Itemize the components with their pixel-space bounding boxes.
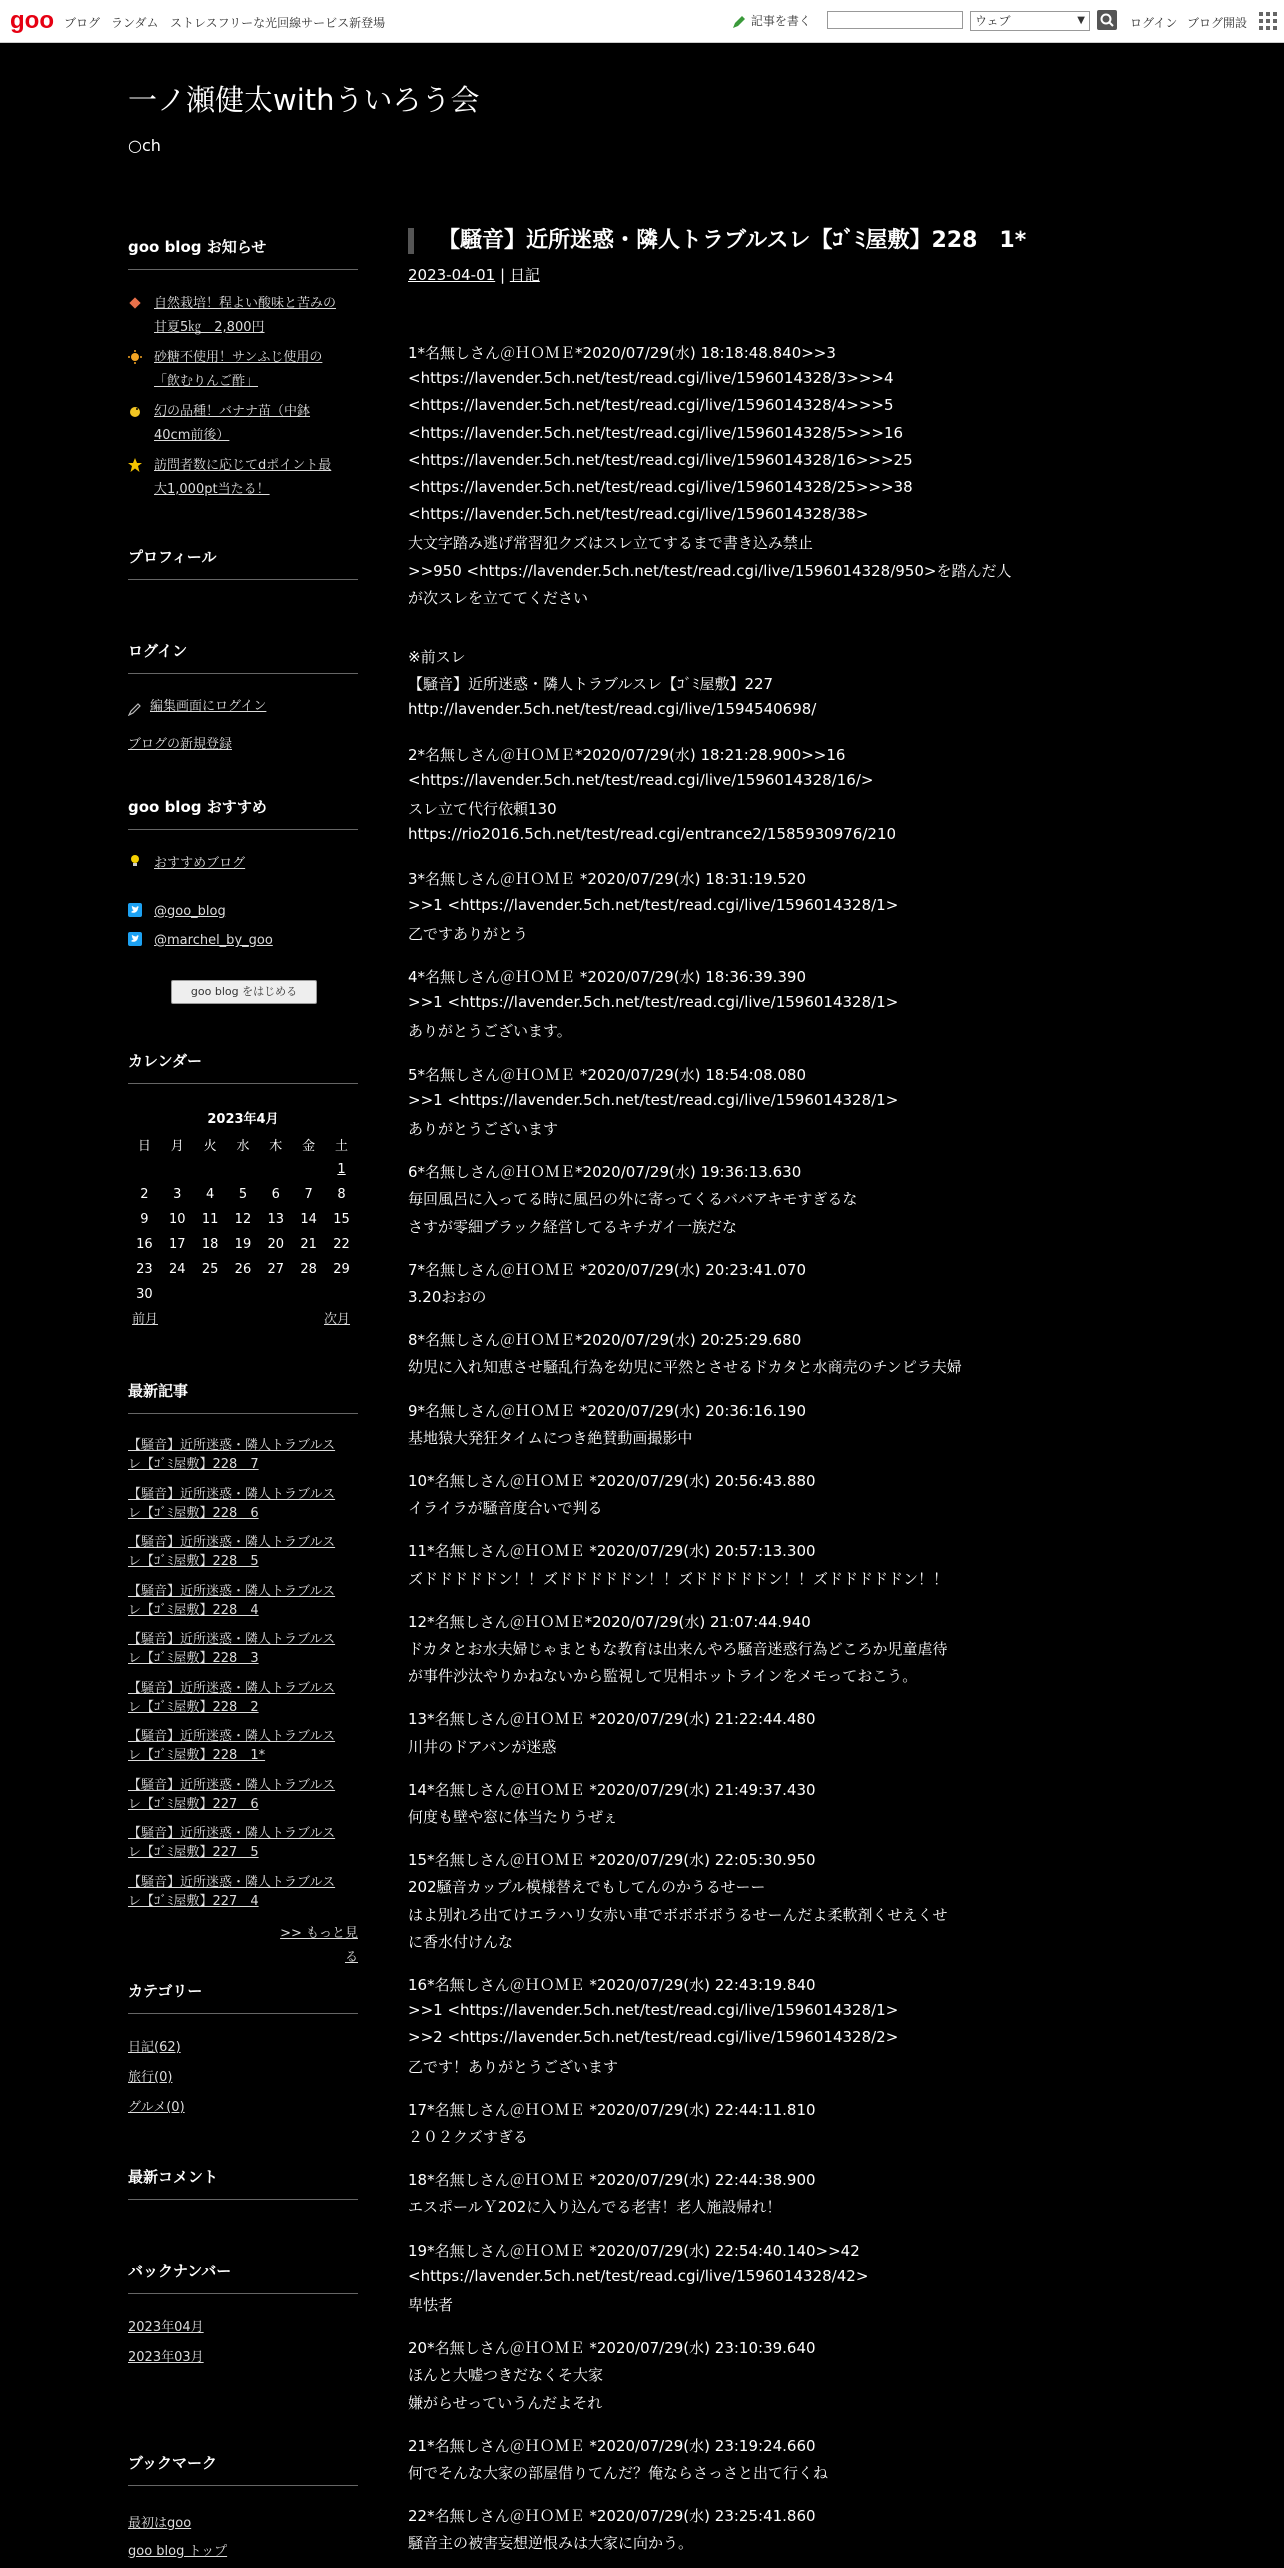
latest-posts-heading: 最新記事: [128, 1380, 358, 1414]
post-line: 騒音主の被害妄想逆恨みは大家に向かう。: [408, 2534, 694, 2553]
post-line: ※前スレ: [408, 648, 466, 666]
post-line: 202騒音カップル模様替えでもしてんのかうるせーー: [408, 1878, 766, 1897]
calendar-day: 6: [271, 1187, 280, 1202]
calendar-week-row: [128, 1207, 358, 1232]
news-item[interactable]: [154, 400, 358, 448]
weekday: 木: [269, 1139, 283, 1154]
calendar-empty-cell: [325, 1282, 358, 1307]
top-bar: [0, 0, 1284, 43]
news-item[interactable]: [154, 346, 358, 394]
latest-post-link[interactable]: レ【ｺﾞﾐ屋敷】227 6: [128, 1796, 259, 1812]
backnumber-link[interactable]: 2023年04月: [128, 2320, 204, 2335]
calendar-empty-cell: [194, 1157, 227, 1182]
post-line: <https://lavender.5ch.net/test/read.cgi/live/1596014328/5>>>16: [408, 423, 904, 442]
post-line: https://rio2016.5ch.net/test/read.cgi/entrance2/1585930976/210: [408, 825, 897, 844]
post-line: 9*名無しさん＠ＨＯＭＥ *2020/07/29(水) 20:36:16.190: [408, 1401, 807, 1420]
login-heading: ログイン: [128, 640, 358, 674]
news-item[interactable]: [154, 292, 358, 340]
post-line: ありがとうございます。: [408, 1022, 572, 1041]
calendar-day: 25: [201, 1262, 219, 1277]
post-line: 何度も壁や窓に体当たりうぜぇ: [408, 1808, 618, 1826]
calendar-day: 8: [337, 1187, 346, 1202]
weekday: 日: [137, 1139, 151, 1154]
post-line: さすが零細ブラック経営してるキチガイ一族だな: [408, 1217, 737, 1236]
nav-blog[interactable]: ブログ: [64, 16, 101, 30]
more-posts-link[interactable]: >> もっと見る: [280, 1926, 358, 1965]
star-icon: [128, 458, 142, 472]
category-link[interactable]: 旅行(0): [128, 2070, 173, 2085]
calendar-day: 26: [234, 1262, 252, 1277]
calendar-day: 4: [205, 1187, 215, 1202]
latest-post-link[interactable]: 【騒音】近所迷惑・隣人トラブルス: [128, 1438, 336, 1453]
news-item-line[interactable]: 「飲むりんご酢」: [154, 374, 259, 389]
calendar-week-row: [128, 1257, 358, 1282]
post-line: 何でそんな大家の部屋借りてんだ？俺ならさっさと出て行くね: [408, 2464, 829, 2482]
latest-post-item[interactable]: [128, 1630, 358, 1668]
latest-post-item[interactable]: [128, 1485, 358, 1523]
post-line: >>1 <https://lavender.5ch.net/test/read.cgi/live/1596014328/1>: [408, 1090, 899, 1109]
post-line: 22*名無しさん＠ＨＯＭＥ *2020/07/29(水) 23:25:41.860: [408, 2507, 816, 2526]
post-line: 6*名無しさん＠ＨＯＭＥ*2020/07/29(水) 19:36:13.630: [408, 1163, 802, 1182]
blog-subtitle: ○ch: [128, 136, 161, 155]
calendar-week-row: [128, 1282, 358, 1307]
calendar-empty-cell: [259, 1157, 292, 1182]
post-category-link[interactable]: 日記: [509, 266, 540, 284]
apps-grid-icon[interactable]: [1259, 12, 1277, 30]
goo-logo[interactable]: [10, 6, 56, 36]
post-line: 4*名無しさん＠ＨＯＭＥ *2020/07/29(水) 18:36:39.390: [408, 968, 807, 986]
next-month-link[interactable]: 次月: [324, 1312, 351, 1327]
weekday: 水: [236, 1139, 250, 1154]
bookmark-heading: ブックマーク: [128, 2452, 358, 2486]
latest-post-link[interactable]: 【騒音】近所迷惑・隣人トラブルス: [128, 1535, 336, 1550]
post-line: 19*名無しさん＠ＨＯＭＥ *2020/07/29(水) 22:54:40.140>>42: [408, 2241, 860, 2260]
calendar-day: 3: [173, 1187, 182, 1202]
post-line: <https://lavender.5ch.net/test/read.cgi/live/1596014328/4>>>5: [408, 396, 894, 415]
chick-icon: [128, 404, 142, 418]
post-line: <https://lavender.5ch.net/test/read.cgi/live/1596014328/3>>>4: [408, 369, 894, 388]
post-line: ズドドドドドン！！ズドドドドドン！！ズドドドドドン！！ズドドドドドン！！: [408, 1569, 949, 1588]
news-item-line[interactable]: 甘夏5㎏ 2,800円: [154, 320, 265, 335]
twitter-icon: [128, 932, 142, 946]
calendar-day: 23: [136, 1262, 153, 1277]
latest-post-link[interactable]: 【騒音】近所迷惑・隣人トラブルス: [128, 1632, 336, 1647]
calendar-day: 7: [304, 1187, 313, 1202]
post-line: イライラが騒音度合いで判る: [408, 1499, 603, 1518]
post-meta: [408, 264, 540, 285]
diamond-icon: [128, 296, 142, 310]
blog-title[interactable]: 一ノ瀬健太withういろう会: [128, 83, 480, 117]
post-line: 卑怯者: [408, 2296, 454, 2314]
latest-post-item[interactable]: [128, 1776, 358, 1814]
post-line: >>1 <https://lavender.5ch.net/test/read.cgi/live/1596014328/1>: [408, 993, 899, 1012]
post-line: ２０２クズすぎる: [408, 2128, 528, 2146]
nav-hikari-ad[interactable]: ストレスフリーな光回線サービス新登場: [170, 16, 386, 30]
post-line: ドカタとお水夫婦じゃまともな教育は出来んやろ騒音迷惑行為どころか児童虐待: [408, 1640, 948, 1658]
post-line: <https://lavender.5ch.net/test/read.cgi/live/1596014328/38>: [408, 505, 869, 524]
svg-text:goo: goo: [10, 7, 54, 34]
news-item-line[interactable]: 40cm前後）: [154, 428, 230, 443]
post-line: 1*名無しさん＠ＨＯＭＥ*2020/07/29(水) 18:18:48.840>>3: [408, 344, 836, 362]
recent-comments-heading: 最新コメント: [128, 2166, 358, 2200]
calendar-day: 14: [300, 1212, 317, 1227]
post-line: http://lavender.5ch.net/test/read.cgi/live/1594540698/: [408, 700, 817, 719]
latest-post-link[interactable]: レ【ｺﾞﾐ屋敷】228 4: [128, 1602, 259, 1618]
post-line: 18*名無しさん＠ＨＯＭＥ *2020/07/29(水) 22:44:38.900: [408, 2171, 816, 2190]
search-button[interactable]: [1097, 10, 1117, 30]
post-line: 乙です！ありがとうございます: [408, 2057, 619, 2076]
calendar-heading: カレンダー: [128, 1050, 358, 1084]
news-item[interactable]: [154, 454, 358, 502]
latest-post-link[interactable]: 【騒音】近所迷惑・隣人トラブルス: [128, 1486, 336, 1502]
calendar-empty-cell: [161, 1157, 194, 1182]
latest-post-link[interactable]: レ【ｺﾞﾐ屋敷】227 5: [128, 1845, 259, 1860]
calendar-day: 2: [140, 1187, 149, 1202]
bookmark-link[interactable]: goo blog トップ: [128, 2544, 228, 2559]
post-line: はよ別れろ出てけエラハリ女赤い車でボボボボうるせーんだよ柔軟剤くせえくせ: [408, 1905, 948, 1924]
weekday: 火: [203, 1139, 217, 1154]
calendar-day: 11: [201, 1212, 219, 1227]
calendar-empty-cell: [292, 1157, 325, 1182]
latest-post-item[interactable]: [128, 1824, 358, 1862]
latest-post-link[interactable]: レ【ｺﾞﾐ屋敷】228 5: [128, 1554, 259, 1569]
calendar-empty-cell: [194, 1282, 227, 1307]
calendar-day: 12: [234, 1212, 252, 1227]
calendar-day: 30: [136, 1287, 153, 1302]
calendar: [128, 1108, 358, 1307]
edit-login-link[interactable]: 編集画面にログイン: [150, 699, 267, 714]
category-link[interactable]: グルメ(0): [128, 2100, 185, 2115]
post-line: 15*名無しさん＠ＨＯＭＥ *2020/07/29(水) 22:05:30.950: [408, 1851, 816, 1870]
post-line: 幼児に入れ知恵させ騒乱行為を幼児に平然とさせるドカタと水商売のチンピラ夫婦: [408, 1358, 962, 1377]
category-link[interactable]: 日記(62): [128, 2040, 181, 2055]
category-item[interactable]: [128, 2096, 358, 2120]
post-line: >>1 <https://lavender.5ch.net/test/read.cgi/live/1596014328/1>: [408, 2001, 899, 2020]
latest-post-link[interactable]: レ【ｺﾞﾐ屋敷】228 7: [128, 1457, 259, 1472]
news-item-line[interactable]: 大1,000pt当たる！: [154, 482, 270, 497]
calendar-day: 20: [267, 1237, 285, 1252]
latest-post-item[interactable]: [128, 1436, 358, 1474]
post-line: 基地猿大発狂タイムにつき絶賛動画撮影中: [408, 1428, 693, 1447]
post-line: 5*名無しさん＠ＨＯＭＥ *2020/07/29(水) 18:54:08.080: [408, 1065, 807, 1084]
backnumber-item[interactable]: [128, 2346, 358, 2370]
post-line: 嫌がらせっていうんだよそれ: [408, 2393, 603, 2412]
post-line: ありがとうございます: [408, 1120, 559, 1138]
new-blog-item[interactable]: [128, 733, 358, 757]
write-post-link[interactable]: [731, 12, 811, 30]
calendar-empty-cell: [161, 1282, 194, 1307]
post-line: <https://lavender.5ch.net/test/read.cgi/live/1596014328/16/>: [408, 770, 874, 789]
nav-random[interactable]: ランダム: [111, 16, 159, 30]
post-line: 10*名無しさん＠ＨＯＭＥ *2020/07/29(水) 20:56:43.880: [408, 1472, 816, 1490]
latest-post-item[interactable]: [128, 1533, 358, 1571]
twitter-item[interactable]: [154, 900, 384, 924]
calendar-empty-cell: [292, 1282, 325, 1307]
latest-post-link[interactable]: レ【ｺﾞﾐ屋敷】228 1*: [128, 1748, 266, 1763]
calendar-day: 10: [168, 1212, 186, 1227]
start-goo-blog-label: goo blog をはじめる: [190, 985, 298, 998]
pencil-icon: [731, 14, 747, 30]
search-icon: [1097, 10, 1117, 30]
category-item[interactable]: [128, 2036, 358, 2060]
search-scope-value: ウェブ: [975, 14, 1011, 28]
edit-login-item[interactable]: [150, 695, 380, 719]
news-item-line[interactable]: 幻の品種！バナナ苗（中鉢: [154, 404, 311, 419]
post-line: >>1 <https://lavender.5ch.net/test/read.cgi/live/1596014328/1>: [408, 895, 899, 914]
latest-post-link[interactable]: レ【ｺﾞﾐ屋敷】227 4: [128, 1893, 259, 1909]
login-link[interactable]: ログイン: [1130, 16, 1178, 30]
latest-post-item[interactable]: [128, 1582, 358, 1620]
calendar-day: 5: [238, 1187, 248, 1202]
post-line: <https://lavender.5ch.net/test/read.cgi/live/1596014328/42>: [408, 2266, 869, 2285]
weekday: 土: [335, 1139, 349, 1154]
latest-post-link[interactable]: レ【ｺﾞﾐ屋敷】228 6: [128, 1505, 259, 1521]
chevron-down-icon: ▼: [1077, 15, 1085, 26]
post-line: >>950 <https://lavender.5ch.net/test/read.cgi/live/1596014328/950>を踏んだ人: [408, 561, 1012, 580]
calendar-day: 21: [300, 1237, 317, 1252]
latest-post-link[interactable]: 【騒音】近所迷惑・隣人トラブルス: [128, 1680, 336, 1696]
post-line: 11*名無しさん＠ＨＯＭＥ *2020/07/29(水) 20:57:13.300: [408, 1542, 816, 1561]
bookmark-item[interactable]: [128, 2540, 358, 2564]
post-line: 20*名無しさん＠ＨＯＭＥ *2020/07/29(水) 23:10:39.640: [408, 2339, 816, 2358]
calendar-day: 27: [267, 1262, 285, 1277]
recommend-heading: goo blog おすすめ: [128, 796, 358, 830]
bookmark-item[interactable]: [128, 2512, 358, 2536]
post-line: 17*名無しさん＠ＨＯＭＥ *2020/07/29(水) 22:44:11.810: [408, 2100, 816, 2119]
more-posts-item[interactable]: [268, 1922, 358, 1970]
post-line: 3.20おおの: [408, 1288, 487, 1306]
calendar-empty-cell: [128, 1157, 161, 1182]
twitter-item[interactable]: [154, 929, 384, 953]
latest-post-item[interactable]: [128, 1727, 358, 1765]
recommend-blog-link[interactable]: おすすめブログ: [154, 856, 246, 871]
post-line: に香水付けんな: [408, 1932, 514, 1951]
calendar-day: 9: [140, 1212, 149, 1227]
post-line: 大文字踏み逃げ常習犯クズはスレ立てするまで書き込み禁止: [408, 534, 813, 553]
start-goo-blog-button[interactable]: [171, 980, 317, 1004]
search-input[interactable]: [827, 11, 963, 29]
post-line: エスポールＹ202に入り込んでる老害！老人施設帰れ！: [408, 2198, 782, 2217]
post-line: 乙ですありがとう: [408, 924, 529, 943]
search-scope-select[interactable]: [970, 11, 1090, 31]
twitter-goo-blog-link[interactable]: @goo_blog: [154, 904, 226, 919]
calendar-empty-cell: [259, 1282, 292, 1307]
latest-post-link[interactable]: レ【ｺﾞﾐ屋敷】228 2: [128, 1699, 259, 1715]
backnumber-item[interactable]: [128, 2316, 358, 2340]
calendar-month: 2023年4月: [207, 1112, 279, 1127]
latest-post-link[interactable]: レ【ｺﾞﾐ屋敷】228 3: [128, 1651, 259, 1666]
calendar-day: 16: [136, 1237, 153, 1252]
news-item-line[interactable]: 訪問者数に応じてdポイント最: [154, 458, 332, 473]
post-date-link[interactable]: 2023-04-01: [408, 266, 496, 284]
calendar-day: 29: [333, 1262, 350, 1277]
write-post-label: 記事を書く: [750, 14, 811, 28]
new-blog-link[interactable]: ブログの新規登録: [128, 737, 233, 752]
post-line: <https://lavender.5ch.net/test/read.cgi/live/1596014328/16>>>25: [408, 450, 913, 469]
calendar-week-row: [128, 1232, 358, 1257]
backnumber-link[interactable]: 2023年03月: [128, 2350, 204, 2365]
post-line: 16*名無しさん＠ＨＯＭＥ *2020/07/29(水) 22:43:19.840: [408, 1976, 816, 1994]
meta-separator: |: [499, 266, 506, 284]
prev-month-link[interactable]: 前月: [132, 1312, 159, 1327]
backnumber-heading: バックナンバー: [128, 2260, 358, 2294]
post-line: スレ立て代行依頼130: [408, 800, 557, 818]
post-line: 7*名無しさん＠ＨＯＭＥ *2020/07/29(水) 20:23:41.070: [408, 1260, 807, 1279]
twitter-icon: [128, 903, 142, 917]
latest-post-link[interactable]: 【騒音】近所迷惑・隣人トラブルス: [128, 1729, 336, 1744]
pencil-icon: [128, 702, 142, 716]
lightbulb-icon: [128, 854, 142, 868]
weekday: 金: [302, 1139, 316, 1154]
post-line: 13*名無しさん＠ＨＯＭＥ *2020/07/29(水) 21:22:44.480: [408, 1710, 816, 1729]
latest-post-item[interactable]: [128, 1679, 358, 1717]
calendar-day: 19: [234, 1237, 252, 1252]
post-title[interactable]: 【騒音】近所迷惑・隣人トラブルスレ【ｺﾞﾐ屋敷】228 1*: [408, 228, 1238, 254]
latest-post-item[interactable]: [128, 1873, 358, 1911]
calendar-day: 17: [168, 1237, 186, 1252]
news-item-line[interactable]: 自然栽培！程よい酸味と苦みの: [154, 296, 337, 311]
post-line: が次スレを立ててください: [408, 588, 589, 607]
post-line: 毎回風呂に入ってる時に風呂の外に寄ってくるババアキモすぎるな: [408, 1190, 858, 1209]
weekday: 月: [170, 1139, 184, 1154]
calendar-day: 24: [168, 1262, 186, 1277]
post-line: 2*名無しさん＠ＨＯＭＥ*2020/07/29(水) 18:21:28.900>>16: [408, 745, 846, 764]
calendar-weekday-row: [128, 1132, 358, 1157]
calendar-empty-cell: [227, 1282, 260, 1307]
calendar-day: 28: [300, 1262, 317, 1277]
sun-icon: [128, 350, 142, 364]
post-line: 14*名無しさん＠ＨＯＭＥ *2020/07/29(水) 21:49:37.430: [408, 1780, 816, 1799]
post-line: が事件沙汰やりかねないから監視して児相ホットラインをメモっておこう。: [408, 1667, 918, 1686]
latest-post-link[interactable]: 【騒音】近所迷惑・隣人トラブルス: [128, 1777, 336, 1793]
calendar-day: 13: [267, 1212, 285, 1227]
calendar-empty-cell: [227, 1157, 260, 1182]
twitter-marchel-link[interactable]: @marchel_by_goo: [154, 933, 273, 948]
latest-post-link[interactable]: 【騒音】近所迷惑・隣人トラブルス: [128, 1583, 336, 1599]
post-line: 21*名無しさん＠ＨＯＭＥ *2020/07/29(水) 23:19:24.660: [408, 2436, 816, 2455]
post-line: 8*名無しさん＠ＨＯＭＥ*2020/07/29(水) 20:25:29.680: [408, 1331, 802, 1350]
calendar-day: 15: [333, 1212, 350, 1227]
calendar-week-row: [128, 1157, 358, 1182]
post-line: ほんと大嘘つきだなくそ大家: [408, 2366, 604, 2385]
bookmark-link[interactable]: 最初はgoo: [128, 2516, 192, 2531]
post-line: 12*名無しさん＠ＨＯＭＥ*2020/07/29(水) 21:07:44.940: [408, 1612, 811, 1631]
post-line: 3*名無しさん＠ＨＯＭＥ *2020/07/29(水) 18:31:19.520: [408, 870, 807, 889]
latest-post-link[interactable]: 【騒音】近所迷惑・隣人トラブルス: [128, 1874, 336, 1890]
calendar-day: 18: [201, 1237, 219, 1252]
next-month-item[interactable]: [324, 1308, 358, 1332]
latest-post-link[interactable]: 【騒音】近所迷惑・隣人トラブルス: [128, 1826, 336, 1841]
post-line: >>2 <https://lavender.5ch.net/test/read.cgi/live/1596014328/2>: [408, 2028, 899, 2047]
recommend-item[interactable]: [154, 852, 384, 876]
calendar-day: 22: [333, 1237, 350, 1252]
category-heading: カテゴリー: [128, 1980, 358, 2014]
calendar-week-row: [128, 1182, 358, 1207]
post-line: <https://lavender.5ch.net/test/read.cgi/live/1596014328/25>>>38: [408, 478, 913, 496]
profile-heading: プロフィール: [128, 546, 358, 580]
post-line: 川井のドアバンが迷惑: [408, 1737, 557, 1756]
open-blog-link[interactable]: ブログ開設: [1187, 16, 1248, 30]
post-line: 【騒音】近所迷惑・隣人トラブルスレ【ｺﾞﾐ屋敷】227: [408, 675, 774, 694]
category-item[interactable]: [128, 2066, 358, 2090]
news-heading: goo blog お知らせ: [128, 236, 358, 270]
news-item-line[interactable]: 砂糖不使用！サンふじ使用の: [154, 350, 323, 365]
calendar-day[interactable]: 1: [337, 1162, 346, 1177]
